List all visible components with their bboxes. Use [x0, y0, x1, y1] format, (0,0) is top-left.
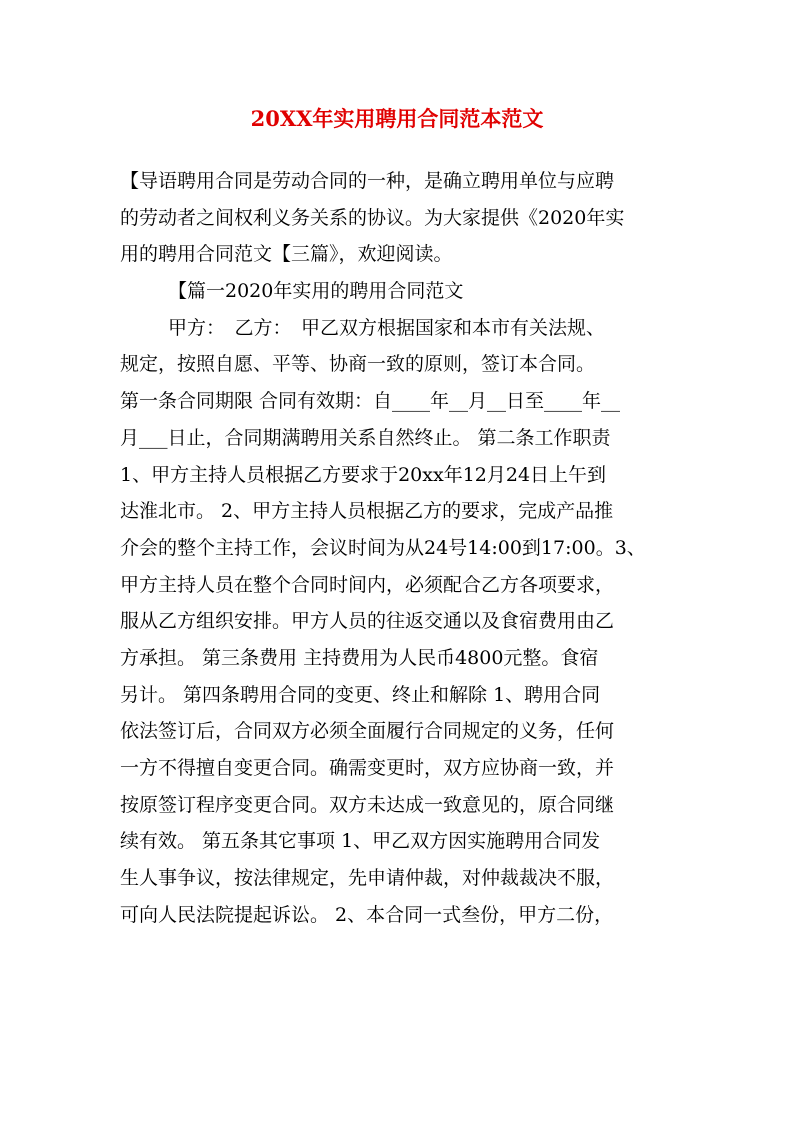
text-line: 规定，按照自愿、平等、协商一致的原则，签订本合同。	[120, 353, 596, 376]
text-line: 甲方： 乙方： 甲乙双方根据国家和本市有关法规、	[168, 316, 606, 339]
document-body	[120, 163, 680, 933]
text-line: 【篇一2020年实用的聘用合同范文	[168, 280, 464, 303]
text-line: 的劳动者之间权利义务关系的协议。为大家提供《2020年实	[120, 206, 625, 229]
text-line: 按原签订程序变更合同。双方未达成一致意见的，原合同继	[120, 793, 615, 816]
text-line: 服从乙方组织安排。甲方人员的往返交通以及食宿费用由乙	[120, 610, 615, 633]
text-line: 用的聘用合同范文【三篇》，欢迎阅读。	[120, 243, 453, 266]
text-line: 一方不得擅自变更合同。确需变更时，双方应协商一致，并	[120, 757, 615, 779]
text-line: 月___日止，合同期满聘用关系自然终止。 第二条工作职责	[120, 426, 611, 449]
text-line: 方承担。 第三条费用 主持费用为人民币4800元整。食宿	[120, 646, 599, 669]
text-line: 依法签订后，合同双方必须全面履行合同规定的义务，任何	[120, 720, 615, 743]
text-line: 续有效。 第五条其它事项 1、甲乙双方因实施聘用合同发	[120, 830, 601, 853]
text-line: 达淮北市。 2、甲方主持人员根据乙方的要求，完成产品推	[120, 500, 614, 523]
text-line: 【导语聘用合同是劳动合同的一种，是确立聘用单位与应聘	[120, 170, 615, 192]
text-line: 另计。 第四条聘用合同的变更、终止和解除 1、聘用合同	[120, 683, 601, 706]
text-line: 甲方主持人员在整个合同时间内，必须配合乙方各项要求，	[120, 573, 615, 596]
text-line: 1、甲方主持人员根据乙方要求于20xx年12月24日上午到	[120, 463, 607, 486]
text-line: 生人事争议，按法律规定，先申请仲裁，对仲裁裁决不服，	[120, 867, 615, 890]
text-line: 第一条合同期限 合同有效期：自____年__月__日至____年__	[120, 390, 621, 413]
document-title: 20XX年实用聘用合同范本范文	[250, 106, 544, 131]
text-line: 介会的整个主持工作，会议时间为从24号14:00到17:00。3、	[120, 536, 646, 559]
text-line: 可向人民法院提起诉讼。 2、本合同一式叁份，甲方二份，	[120, 903, 614, 926]
